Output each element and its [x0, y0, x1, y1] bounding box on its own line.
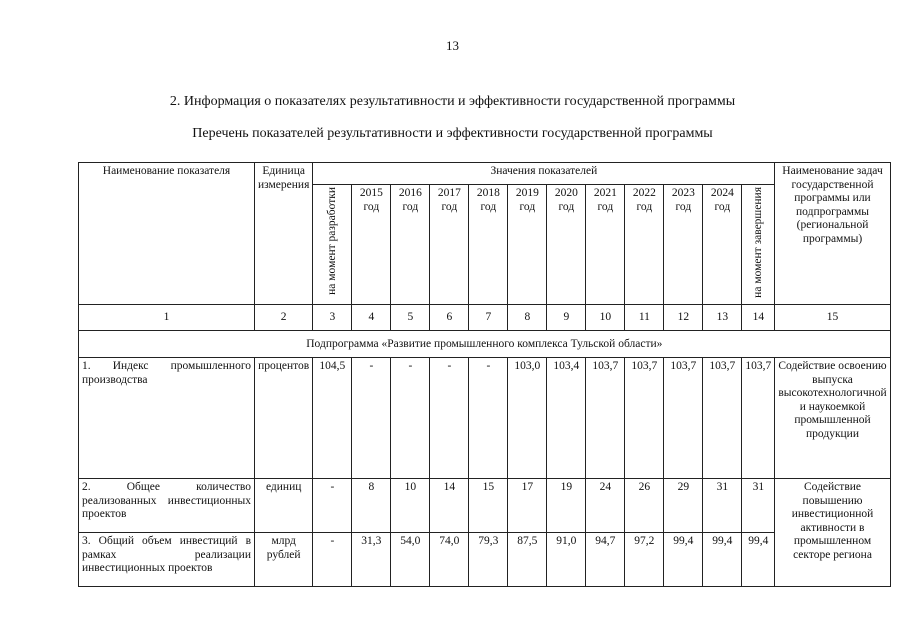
column-number: 9	[547, 305, 586, 331]
column-number: 15	[775, 305, 890, 331]
column-number: 4	[352, 305, 391, 331]
row-1-value: -	[352, 358, 391, 479]
row-3-value: 87,5	[508, 533, 547, 587]
row-2-3-task: Содействие повышению инвестиционной активности в промышленном секторе региона	[775, 479, 890, 587]
row-1-value: -	[469, 358, 508, 479]
row-1-unit: процентов	[255, 358, 313, 479]
header-values-group: Значения показателей	[313, 163, 775, 185]
row-3-name: 3. Общий объем инвестиций в рамках реализации инвестиционных проектов	[79, 533, 255, 587]
row-2-unit: единиц	[255, 479, 313, 533]
row-3-value: -	[313, 533, 352, 587]
row-2-name: 2. Общее количество реализованных инвестиционных проектов	[79, 479, 255, 533]
row-1-value: 103,7	[703, 358, 742, 479]
row-2-value: -	[313, 479, 352, 533]
row-2-value: 15	[469, 479, 508, 533]
row-1-value: 103,7	[625, 358, 664, 479]
row-3-value: 31,3	[352, 533, 391, 587]
header-at-development	[313, 185, 352, 305]
header-year-2022: 2022 год	[625, 185, 664, 305]
row-3-value: 91,0	[547, 533, 586, 587]
row-2-value: 31	[703, 479, 742, 533]
column-number: 11	[625, 305, 664, 331]
column-number: 12	[664, 305, 703, 331]
indicators-table	[78, 162, 891, 587]
row-2-value: 14	[430, 479, 469, 533]
row-3-value: 99,4	[703, 533, 742, 587]
header-at-completion-label: на момент завершения	[751, 187, 764, 298]
row-1-value: 103,7	[742, 358, 775, 479]
header-year-2019: 2019 год	[508, 185, 547, 305]
row-3-value: 79,3	[469, 533, 508, 587]
column-number: 5	[391, 305, 430, 331]
header-year-2023: 2023 год	[664, 185, 703, 305]
row-1-task: Содействие освоению выпуска высокотехнологичной и наукоемкой промышленной продукции	[775, 358, 890, 479]
row-2-value: 19	[547, 479, 586, 533]
row-1-value: 104,5	[313, 358, 352, 479]
table-heading: Перечень показателей результативности и эффективности государственной программы	[192, 126, 713, 141]
column-number: 1	[79, 305, 255, 331]
section-heading: 2. Информация о показателях результативности и эффективности государственной программы	[169, 94, 736, 109]
row-2-value: 24	[586, 479, 625, 533]
row-1-value: 103,4	[547, 358, 586, 479]
header-year-2017: 2017 год	[430, 185, 469, 305]
column-number: 14	[742, 305, 775, 331]
row-3-value: 54,0	[391, 533, 430, 587]
row-2-value: 29	[664, 479, 703, 533]
header-year-2021: 2021 год	[586, 185, 625, 305]
row-2-value: 8	[352, 479, 391, 533]
header-unit: Единица измерения	[255, 163, 313, 305]
column-number: 8	[508, 305, 547, 331]
header-year-2024: 2024 год	[703, 185, 742, 305]
column-number: 2	[255, 305, 313, 331]
row-2-value: 31	[742, 479, 775, 533]
row-3-value: 99,4	[742, 533, 775, 587]
row-3-value: 74,0	[430, 533, 469, 587]
row-1-value: 103,7	[586, 358, 625, 479]
row-2-value: 10	[391, 479, 430, 533]
column-number: 6	[430, 305, 469, 331]
header-year-2018: 2018 год	[469, 185, 508, 305]
page-number: 13	[446, 38, 459, 53]
row-2-value: 17	[508, 479, 547, 533]
column-number: 3	[313, 305, 352, 331]
row-1-value: 103,7	[664, 358, 703, 479]
header-at-completion	[742, 185, 775, 305]
row-2-value: 26	[625, 479, 664, 533]
header-year-2016: 2016 год	[391, 185, 430, 305]
column-number: 7	[469, 305, 508, 331]
header-year-2015: 2015 год	[352, 185, 391, 305]
column-number: 13	[703, 305, 742, 331]
header-tasks: Наименование задач государственной программы или подпрограммы (региональной программы)	[775, 163, 890, 305]
row-1-value: 103,0	[508, 358, 547, 479]
subprogram-title: Подпрограмма «Развитие промышленного комплекса Тульской области»	[79, 331, 891, 358]
row-3-value: 94,7	[586, 533, 625, 587]
column-number: 10	[586, 305, 625, 331]
row-1-name: 1. Индекс промышленного производства	[79, 358, 255, 479]
header-at-development-label: на момент разработки	[325, 187, 338, 295]
row-1-value: -	[430, 358, 469, 479]
row-3-value: 97,2	[625, 533, 664, 587]
row-1-value: -	[391, 358, 430, 479]
header-indicator-name: Наименование показателя	[79, 163, 255, 305]
header-year-2020: 2020 год	[547, 185, 586, 305]
row-3-unit: млрд рублей	[255, 533, 313, 587]
row-3-value: 99,4	[664, 533, 703, 587]
